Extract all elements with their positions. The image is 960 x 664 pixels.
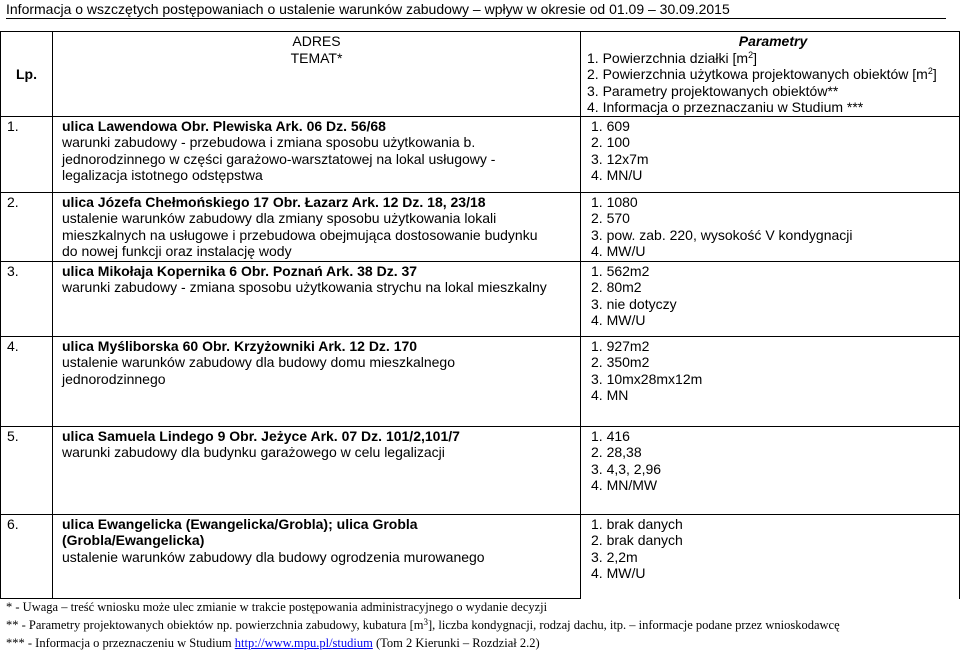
table-row <box>1 116 960 134</box>
table-row <box>1 514 960 549</box>
row-params <box>581 514 960 599</box>
param-value: 3. 2,2m <box>591 548 638 565</box>
param-value: 1. 927m2 <box>591 337 650 354</box>
row-address: ulica Lawendowa Obr. Plewiska Ark. 06 Dz. 56/68 <box>53 116 581 134</box>
page-title: Informacja o wszczętych postępowaniach o ustalenie warunków zabudowy – wpływ w okresie od 01.09 – 30.09.2015 <box>6 0 946 19</box>
param-value: 2. 28,38 <box>591 444 642 460</box>
param-value: 2. 100 <box>591 134 630 150</box>
param-value: 2. 570 <box>591 210 630 226</box>
header-param-2: 2. Powierzchnia użytkowa projektowanych obiektów $[m^2]$ <box>587 66 937 82</box>
row-address: ulica Mikołaja Kopernika 6 Obr. Poznań Ark. 38 Dz. 37 <box>53 261 581 279</box>
footnotes <box>6 598 956 652</box>
param-value: 1. 1080 <box>591 193 638 210</box>
row-description: warunki zabudowy - przebudowa i zmiana sposobu użytkowania b. jednorodzinnego w części garażowo-warsztatowej na lokal usługowy - legalizacja istotnego odstępstwa <box>53 134 581 192</box>
row-description: ustalenie warunków zabudowy dla budowy domu mieszkalnego jednorodzinnego <box>53 354 581 426</box>
row-description: warunki zabudowy - zmiana sposobu użytkowania strychu na lokal mieszkalny <box>53 279 581 336</box>
table-row <box>1 426 960 444</box>
table-row <box>1 336 960 354</box>
footnote-3: *** - Informacja o przeznaczeniu w Studium http://www.mpu.pl/studium (Tom 2 Kierunki – Rozdział 2.2) <box>6 636 540 650</box>
table-row <box>1 261 960 279</box>
param-value: 3. 4,3, 2,96 <box>591 460 662 477</box>
row-params <box>581 116 960 192</box>
table-row <box>1 192 960 210</box>
param-value: 4. MN/MW <box>591 477 658 493</box>
param-value: 4. MN <box>591 387 629 403</box>
footnote-1: * - Uwaga – treść wniosku może ulec zmianie w trakcie postępowania administracyjnego o wydanie decyzji <box>6 600 548 614</box>
studium-link[interactable]: http://www.mpu.pl/studium <box>234 636 373 650</box>
header-temat-label: TEMAT* <box>290 49 343 66</box>
row-number: 6. <box>1 514 53 549</box>
header-param-3: 3. Parametry projektowanych obiektów** <box>587 82 839 99</box>
row-params <box>581 261 960 336</box>
param-value: 3. pow. zab. 220, wysokość V kondygnacji <box>591 226 853 243</box>
param-value: 1. 416 <box>591 427 630 444</box>
param-value: 1. brak danych <box>591 515 683 532</box>
row-number: 3. <box>1 261 53 279</box>
param-value: 2. 350m2 <box>591 354 650 370</box>
row-description: ustalenie warunków zabudowy dla budowy ogrodzenia murowanego <box>53 549 581 599</box>
header-lp: Lp. <box>1 32 53 117</box>
param-value: 4. MW/U <box>591 565 646 581</box>
table-header-row <box>1 32 960 117</box>
param-value: 2. 80m2 <box>591 279 642 295</box>
param-value: 4. MW/U <box>591 243 646 259</box>
param-value: 1. 609 <box>591 117 630 134</box>
row-number: 4. <box>1 336 53 354</box>
header-param-1: 1. Powierzchnia działki $[m^2]$ <box>587 49 757 66</box>
row-params <box>581 192 960 261</box>
row-address: ulica Samuela Lindego 9 Obr. Jeżyce Ark. 07 Dz. 101/2,101/7 <box>53 426 581 444</box>
param-value: 3. nie dotyczy <box>591 295 677 312</box>
row-address: ulica Ewangelicka (Ewangelicka/Grobla); ulica Grobla (Grobla/Ewangelicka) <box>53 514 581 549</box>
proceedings-table <box>0 31 960 599</box>
row-address: ulica Myśliborska 60 Obr. Krzyżowniki Ark. 12 Dz. 170 <box>53 336 581 354</box>
header-param-4: 4. Informacja o przeznaczaniu w Studium *** <box>587 99 864 115</box>
row-number: 2. <box>1 192 53 210</box>
header-address <box>53 32 581 117</box>
row-address: ulica Józefa Chełmońskiego 17 Obr. Łazarz Ark. 12 Dz. 18, 23/18 <box>53 192 581 210</box>
row-params <box>581 426 960 514</box>
header-adres-label: ADRES <box>292 33 341 49</box>
param-value: 2. brak danych <box>591 532 683 548</box>
row-params <box>581 336 960 426</box>
row-number: 5. <box>1 426 53 444</box>
footnote-2: ** - Parametry projektowanych obiektów np. powierzchnia zabudowy, kubatura $[m^3]$, liczba kondygnacji, rodzaj dachu, itp. – informacje podane przez wnioskodawcę <box>6 617 840 632</box>
header-parameters <box>581 32 960 117</box>
param-value: 1. 562m2 <box>591 262 650 279</box>
param-value: 4. MN/U <box>591 167 643 183</box>
param-value: 3. 10mx28mx12m <box>591 370 703 387</box>
param-value: 3. 12x7m <box>591 150 649 167</box>
row-description: ustalenie warunków zabudowy dla zmiany sposobu użytkowania lokali mieszkalnych na usługowe i przebudowa obejmująca dostosowanie budynku do nowej funkcji oraz instalację wody <box>53 210 581 261</box>
header-parametry-title: Parametry <box>738 33 808 49</box>
row-description: warunki zabudowy dla budynku garażowego w celu legalizacji <box>53 444 581 514</box>
param-value: 4. MW/U <box>591 312 646 328</box>
row-number: 1. <box>1 116 53 134</box>
